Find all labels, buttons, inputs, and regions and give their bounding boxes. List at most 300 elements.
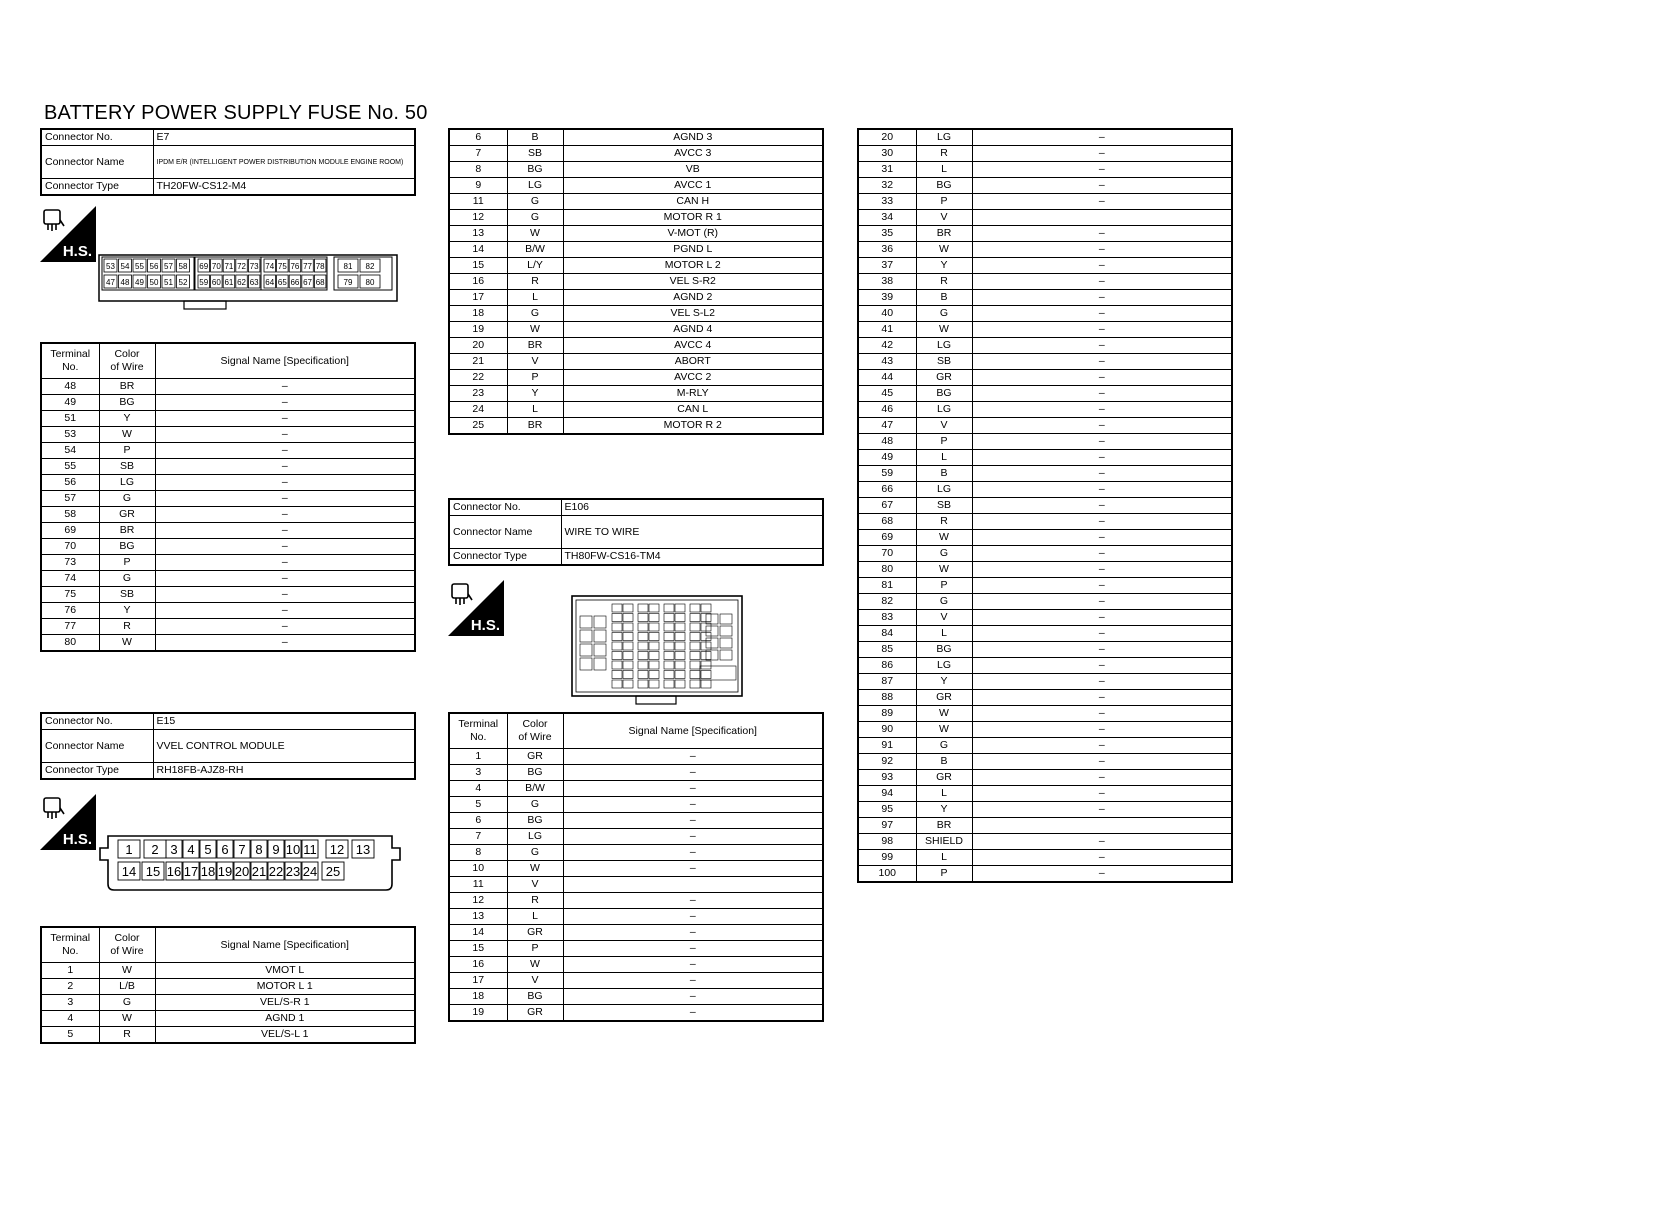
connector-cavity	[638, 633, 648, 641]
signal-name-cell: –	[972, 338, 1232, 354]
connector-cavity	[675, 614, 685, 622]
table-row	[449, 893, 823, 909]
terminal-no-cell: 17	[449, 290, 507, 306]
table-row	[858, 434, 1232, 450]
e106-hs-badge	[448, 580, 504, 636]
signal-name-cell: –	[563, 941, 823, 957]
signal-name-cell: AVCC 2	[563, 370, 823, 386]
wire-color-cell: BR	[507, 338, 563, 354]
table-row	[858, 466, 1232, 482]
table-row	[858, 658, 1232, 674]
table-row	[858, 786, 1232, 802]
signal-name-cell: –	[972, 594, 1232, 610]
signal-name-cell: –	[972, 226, 1232, 242]
e106-pin-table-continued	[857, 128, 1233, 883]
connector-cavity	[612, 604, 622, 612]
connector-cavity	[638, 614, 648, 622]
connector-cavity	[612, 680, 622, 688]
wire-color-cell: R	[916, 274, 972, 290]
table-row	[41, 635, 415, 652]
connector-cavity	[623, 680, 633, 688]
connector-cavity	[594, 616, 606, 628]
cavity-number: 25	[325, 864, 341, 879]
wire-color-cell: SB	[916, 498, 972, 514]
signal-name-cell: –	[972, 178, 1232, 194]
table-row	[858, 626, 1232, 642]
signal-name-cell: –	[972, 690, 1232, 706]
table-row	[449, 765, 823, 781]
table-row	[449, 178, 823, 194]
signal-name-cell: –	[972, 194, 1232, 210]
signal-name-cell: –	[972, 658, 1232, 674]
signal-name-cell: –	[155, 635, 415, 652]
signal-name-cell: VEL/S-L 1	[155, 1027, 415, 1044]
table-row	[41, 995, 415, 1011]
terminal-no-cell: 21	[449, 354, 507, 370]
cavity-number: 47	[106, 278, 115, 287]
signal-name-cell: –	[972, 754, 1232, 770]
terminal-no-cell: 25	[449, 418, 507, 435]
table-row	[858, 178, 1232, 194]
wire-color-cell: V	[507, 877, 563, 893]
signal-name-cell: –	[155, 539, 415, 555]
wire-color-cell: BR	[99, 379, 155, 395]
terminal-no-cell: 41	[858, 322, 916, 338]
cavity-number: 20	[234, 864, 250, 879]
cavity-number: 58	[178, 262, 188, 271]
cavity-number: 57	[164, 262, 173, 271]
table-row	[41, 539, 415, 555]
terminal-no-cell: 48	[858, 434, 916, 450]
connector-cavity	[638, 680, 648, 688]
cavity-number: 3	[170, 842, 178, 857]
wire-color-cell: BR	[916, 226, 972, 242]
signal-name-cell: –	[155, 555, 415, 571]
wire-color-cell: BG	[507, 989, 563, 1005]
table-row	[449, 129, 823, 146]
connector-cavity	[623, 661, 633, 669]
terminal-no-cell: 56	[41, 475, 99, 491]
wire-color-cell: SHIELD	[916, 834, 972, 850]
wire-color-cell: G	[507, 845, 563, 861]
e15-connector-type: RH18FB-AJZ8-RH	[153, 763, 415, 780]
wire-color-cell: L	[507, 909, 563, 925]
connector-type-label: Connector Type	[41, 763, 153, 780]
signal-name-cell: –	[972, 642, 1232, 658]
table-row	[858, 306, 1232, 322]
table-row	[858, 274, 1232, 290]
terminal-no-cell: 83	[858, 610, 916, 626]
table-row	[41, 1027, 415, 1044]
signal-name-cell: –	[972, 466, 1232, 482]
terminal-no-cell: 57	[41, 491, 99, 507]
wire-color-cell: G	[99, 571, 155, 587]
table-row	[858, 834, 1232, 850]
connector-cavity	[649, 623, 659, 631]
signal-name-cell: –	[155, 475, 415, 491]
wire-color-cell: W	[916, 530, 972, 546]
signal-name-cell: –	[972, 562, 1232, 578]
connector-cavity	[649, 652, 659, 660]
connector-cavity	[638, 642, 648, 650]
cavity-number: 8	[255, 842, 263, 857]
signal-name-cell: –	[563, 765, 823, 781]
table-row	[41, 555, 415, 571]
table-row	[858, 610, 1232, 626]
signal-name-cell: –	[972, 610, 1232, 626]
terminal-no-cell: 30	[858, 146, 916, 162]
signal-name-cell: –	[155, 571, 415, 587]
cavity-number: 62	[237, 278, 247, 287]
terminal-no-cell: 80	[41, 635, 99, 652]
table-row	[41, 603, 415, 619]
e15-connector-name: VVEL CONTROL MODULE	[153, 730, 415, 763]
table-row	[449, 226, 823, 242]
connector-cavity	[623, 633, 633, 641]
wire-color-cell: L	[916, 162, 972, 178]
terminal-no-cell: 82	[858, 594, 916, 610]
cavity-number: 66	[290, 278, 300, 287]
signal-name-cell: –	[155, 395, 415, 411]
wire-color-cell: B	[916, 290, 972, 306]
table-row	[449, 877, 823, 893]
terminal-no-cell: 91	[858, 738, 916, 754]
table-row	[449, 909, 823, 925]
cavity-number: 5	[204, 842, 212, 857]
hs-badge-text: H.S.	[470, 617, 500, 634]
connector-cavity	[690, 633, 700, 641]
terminal-no-cell: 54	[41, 443, 99, 459]
signal-name-cell: –	[972, 162, 1232, 178]
wire-color-cell: BR	[99, 523, 155, 539]
e106-connector-name: WIRE TO WIRE	[561, 516, 823, 549]
terminal-no-cell: 10	[449, 861, 507, 877]
table-row	[858, 562, 1232, 578]
signal-name-cell: –	[563, 845, 823, 861]
table-row	[858, 370, 1232, 386]
wire-color-cell: V	[507, 973, 563, 989]
cavity-number: 63	[249, 278, 259, 287]
table-row	[858, 754, 1232, 770]
wire-color-cell: P	[507, 941, 563, 957]
wire-color-cell: G	[507, 194, 563, 210]
terminal-no-cell: 100	[858, 866, 916, 883]
terminal-no-cell: 42	[858, 338, 916, 354]
connector-no-label: Connector No.	[41, 713, 153, 730]
terminal-no-cell: 69	[41, 523, 99, 539]
connector-cavity	[690, 671, 700, 679]
cavity-number: 74	[265, 262, 275, 271]
terminal-no-cell: 92	[858, 754, 916, 770]
terminal-no-cell: 77	[41, 619, 99, 635]
table-row	[858, 546, 1232, 562]
table-row	[449, 1005, 823, 1022]
signal-name-cell: AGND 3	[563, 129, 823, 146]
table-row	[41, 475, 415, 491]
connector-cavity	[675, 652, 685, 660]
cavity-number: 16	[166, 864, 182, 879]
table-row	[858, 738, 1232, 754]
connector-cavity	[701, 680, 711, 688]
signal-name-header: Signal Name [Specification]	[155, 343, 415, 379]
signal-name-cell: –	[972, 546, 1232, 562]
wire-color-cell: R	[916, 146, 972, 162]
table-row	[449, 386, 823, 402]
cavity-number: 24	[302, 864, 318, 879]
table-row	[449, 274, 823, 290]
signal-name-cell: –	[155, 411, 415, 427]
terminal-no-cell: 11	[449, 194, 507, 210]
connector-cavity	[580, 616, 592, 628]
e7-hs-badge	[40, 206, 96, 262]
wire-color-cell: L	[507, 290, 563, 306]
cavity-number: 65	[277, 278, 287, 287]
table-row	[449, 290, 823, 306]
terminal-no-cell: 87	[858, 674, 916, 690]
terminal-no-cell: 6	[449, 813, 507, 829]
cavity-number: 79	[343, 278, 353, 287]
cavity-number: 64	[265, 278, 275, 287]
wire-color-cell: LG	[507, 829, 563, 845]
terminal-no-cell: 49	[858, 450, 916, 466]
connector-cavity	[612, 652, 622, 660]
wire-color-cell: SB	[99, 587, 155, 603]
signal-name-cell: –	[972, 514, 1232, 530]
signal-name-cell: –	[155, 507, 415, 523]
table-row	[858, 770, 1232, 786]
wire-color-cell: V	[507, 354, 563, 370]
signal-name-cell: –	[972, 786, 1232, 802]
terminal-no-cell: 16	[449, 274, 507, 290]
terminal-no-cell: 34	[858, 210, 916, 226]
wire-color-cell: G	[916, 546, 972, 562]
signal-name-cell	[972, 818, 1232, 834]
signal-name-cell: –	[972, 146, 1232, 162]
terminal-no-cell: 33	[858, 194, 916, 210]
terminal-no-cell: 59	[858, 466, 916, 482]
terminal-no-cell: 14	[449, 242, 507, 258]
wire-color-cell: LG	[916, 129, 972, 146]
cavity-number: 82	[365, 262, 375, 271]
table-row	[449, 194, 823, 210]
signal-name-cell: –	[972, 386, 1232, 402]
cavity-number: 59	[199, 278, 209, 287]
terminal-no-cell: 44	[858, 370, 916, 386]
signal-name-cell	[563, 877, 823, 893]
signal-name-cell: –	[563, 893, 823, 909]
hs-badge-text: H.S.	[62, 243, 92, 260]
connector-type-label: Connector Type	[449, 549, 561, 566]
terminal-no-cell: 93	[858, 770, 916, 786]
cavity-number: 6	[221, 842, 229, 857]
terminal-no-cell: 53	[41, 427, 99, 443]
cavity-number: 70	[211, 262, 221, 271]
signal-name-cell: –	[972, 834, 1232, 850]
connector-cavity	[664, 680, 674, 688]
table-row	[858, 818, 1232, 834]
table-row	[858, 258, 1232, 274]
signal-name-cell: –	[563, 925, 823, 941]
table-row	[858, 226, 1232, 242]
wire-color-cell: L	[507, 402, 563, 418]
signal-name-cell: VMOT L	[155, 963, 415, 979]
wire-color-cell: R	[916, 514, 972, 530]
signal-name-cell: –	[563, 1005, 823, 1022]
terminal-no-cell: 5	[449, 797, 507, 813]
connector-cavity	[612, 614, 622, 622]
wire-color-cell: Y	[99, 411, 155, 427]
connector-cavity	[664, 661, 674, 669]
wire-color-cell: G	[507, 210, 563, 226]
wire-color-cell: P	[916, 578, 972, 594]
wire-color-cell: P	[99, 555, 155, 571]
table-row	[449, 402, 823, 418]
signal-name-cell: –	[563, 813, 823, 829]
connector-cavity	[623, 604, 633, 612]
signal-name-cell: –	[563, 957, 823, 973]
table-row	[41, 619, 415, 635]
table-row	[449, 418, 823, 435]
terminal-no-cell: 24	[449, 402, 507, 418]
e7-pin-table	[40, 342, 416, 652]
connector-cavity	[612, 623, 622, 631]
table-row	[858, 242, 1232, 258]
cavity-number: 80	[365, 278, 375, 287]
table-row	[41, 979, 415, 995]
table-row	[858, 642, 1232, 658]
terminal-no-cell: 85	[858, 642, 916, 658]
wire-color-cell: BG	[507, 813, 563, 829]
table-row	[449, 146, 823, 162]
wire-color-cell: G	[916, 738, 972, 754]
terminal-no-cell: 46	[858, 402, 916, 418]
cavity-number: 11	[303, 842, 317, 857]
terminal-no-cell: 66	[858, 482, 916, 498]
signal-name-cell: –	[155, 443, 415, 459]
signal-name-cell: ABORT	[563, 354, 823, 370]
signal-name-cell: –	[972, 674, 1232, 690]
table-row	[41, 395, 415, 411]
wire-color-cell: SB	[99, 459, 155, 475]
signal-name-cell: –	[155, 523, 415, 539]
connector-cavity	[706, 614, 718, 624]
connector-cavity	[675, 661, 685, 669]
wire-color-cell: P	[99, 443, 155, 459]
connector-cavity	[638, 661, 648, 669]
connector-type-label: Connector Type	[41, 179, 153, 196]
cavity-number: 60	[211, 278, 221, 287]
table-row	[858, 386, 1232, 402]
signal-name-cell: –	[972, 626, 1232, 642]
terminal-no-header: Terminal No.	[449, 713, 507, 749]
table-row	[41, 523, 415, 539]
signal-name-cell: –	[972, 242, 1232, 258]
connector-cavity	[612, 671, 622, 679]
signal-name-header: Signal Name [Specification]	[155, 927, 415, 963]
wire-color-cell: BG	[916, 178, 972, 194]
table-row	[449, 797, 823, 813]
terminal-no-cell: 20	[858, 129, 916, 146]
e7-connector-info	[40, 128, 416, 196]
connector-cavity	[638, 652, 648, 660]
connector-cavity	[690, 642, 700, 650]
signal-name-cell: VB	[563, 162, 823, 178]
wire-color-cell: G	[916, 306, 972, 322]
table-row	[449, 258, 823, 274]
table-row	[858, 594, 1232, 610]
cavity-number: 4	[187, 842, 195, 857]
page-title: BATTERY POWER SUPPLY FUSE No. 50	[44, 102, 428, 124]
wire-color-cell: W	[507, 861, 563, 877]
signal-name-cell: –	[155, 459, 415, 475]
table-row	[449, 306, 823, 322]
table-row	[858, 418, 1232, 434]
terminal-no-cell: 7	[449, 146, 507, 162]
e106-connector-info	[448, 498, 824, 566]
wire-color-cell: G	[507, 797, 563, 813]
table-row	[41, 427, 415, 443]
signal-name-cell: VEL/S-R 1	[155, 995, 415, 1011]
hs-badge-text: H.S.	[62, 831, 92, 848]
signal-name-cell: AVCC 3	[563, 146, 823, 162]
cavity-number: 23	[285, 864, 301, 879]
connector-cavity	[720, 638, 732, 648]
connector-cavity	[690, 623, 700, 631]
connector-cavity	[664, 671, 674, 679]
wire-color-cell: W	[99, 635, 155, 652]
e15-connector-no: E15	[153, 713, 415, 730]
terminal-no-cell: 1	[449, 749, 507, 765]
signal-name-cell: CAN H	[563, 194, 823, 210]
cavity-number: 51	[164, 278, 173, 287]
table-row	[41, 491, 415, 507]
wire-color-cell: P	[916, 434, 972, 450]
terminal-no-cell: 95	[858, 802, 916, 818]
wire-color-cell: W	[99, 963, 155, 979]
table-row	[449, 210, 823, 226]
terminal-no-cell: 88	[858, 690, 916, 706]
wire-color-cell: L	[916, 850, 972, 866]
wire-color-cell: P	[916, 194, 972, 210]
terminal-no-cell: 74	[41, 571, 99, 587]
cavity-number: 67	[303, 278, 313, 287]
terminal-no-cell: 12	[449, 210, 507, 226]
signal-name-cell: CAN L	[563, 402, 823, 418]
table-row	[449, 781, 823, 797]
wire-color-cell: G	[99, 995, 155, 1011]
table-row	[449, 749, 823, 765]
wire-color-cell: W	[916, 562, 972, 578]
color-of-wire-header: Color of Wire	[99, 343, 155, 379]
connector-cavity	[675, 642, 685, 650]
signal-name-cell: –	[972, 482, 1232, 498]
signal-name-cell: –	[972, 402, 1232, 418]
wire-color-cell: LG	[916, 658, 972, 674]
connector-cavity	[612, 642, 622, 650]
wire-color-cell: V	[916, 210, 972, 226]
signal-name-cell: –	[155, 619, 415, 635]
connector-cavity	[664, 652, 674, 660]
wire-color-cell: W	[916, 706, 972, 722]
table-row	[858, 514, 1232, 530]
cavity-number: 61	[224, 278, 234, 287]
terminal-no-cell: 49	[41, 395, 99, 411]
e106-connector-diagram	[570, 594, 744, 706]
wire-color-cell: Y	[507, 386, 563, 402]
signal-name-cell: –	[972, 370, 1232, 386]
terminal-no-cell: 68	[858, 514, 916, 530]
connector-cavity	[649, 614, 659, 622]
